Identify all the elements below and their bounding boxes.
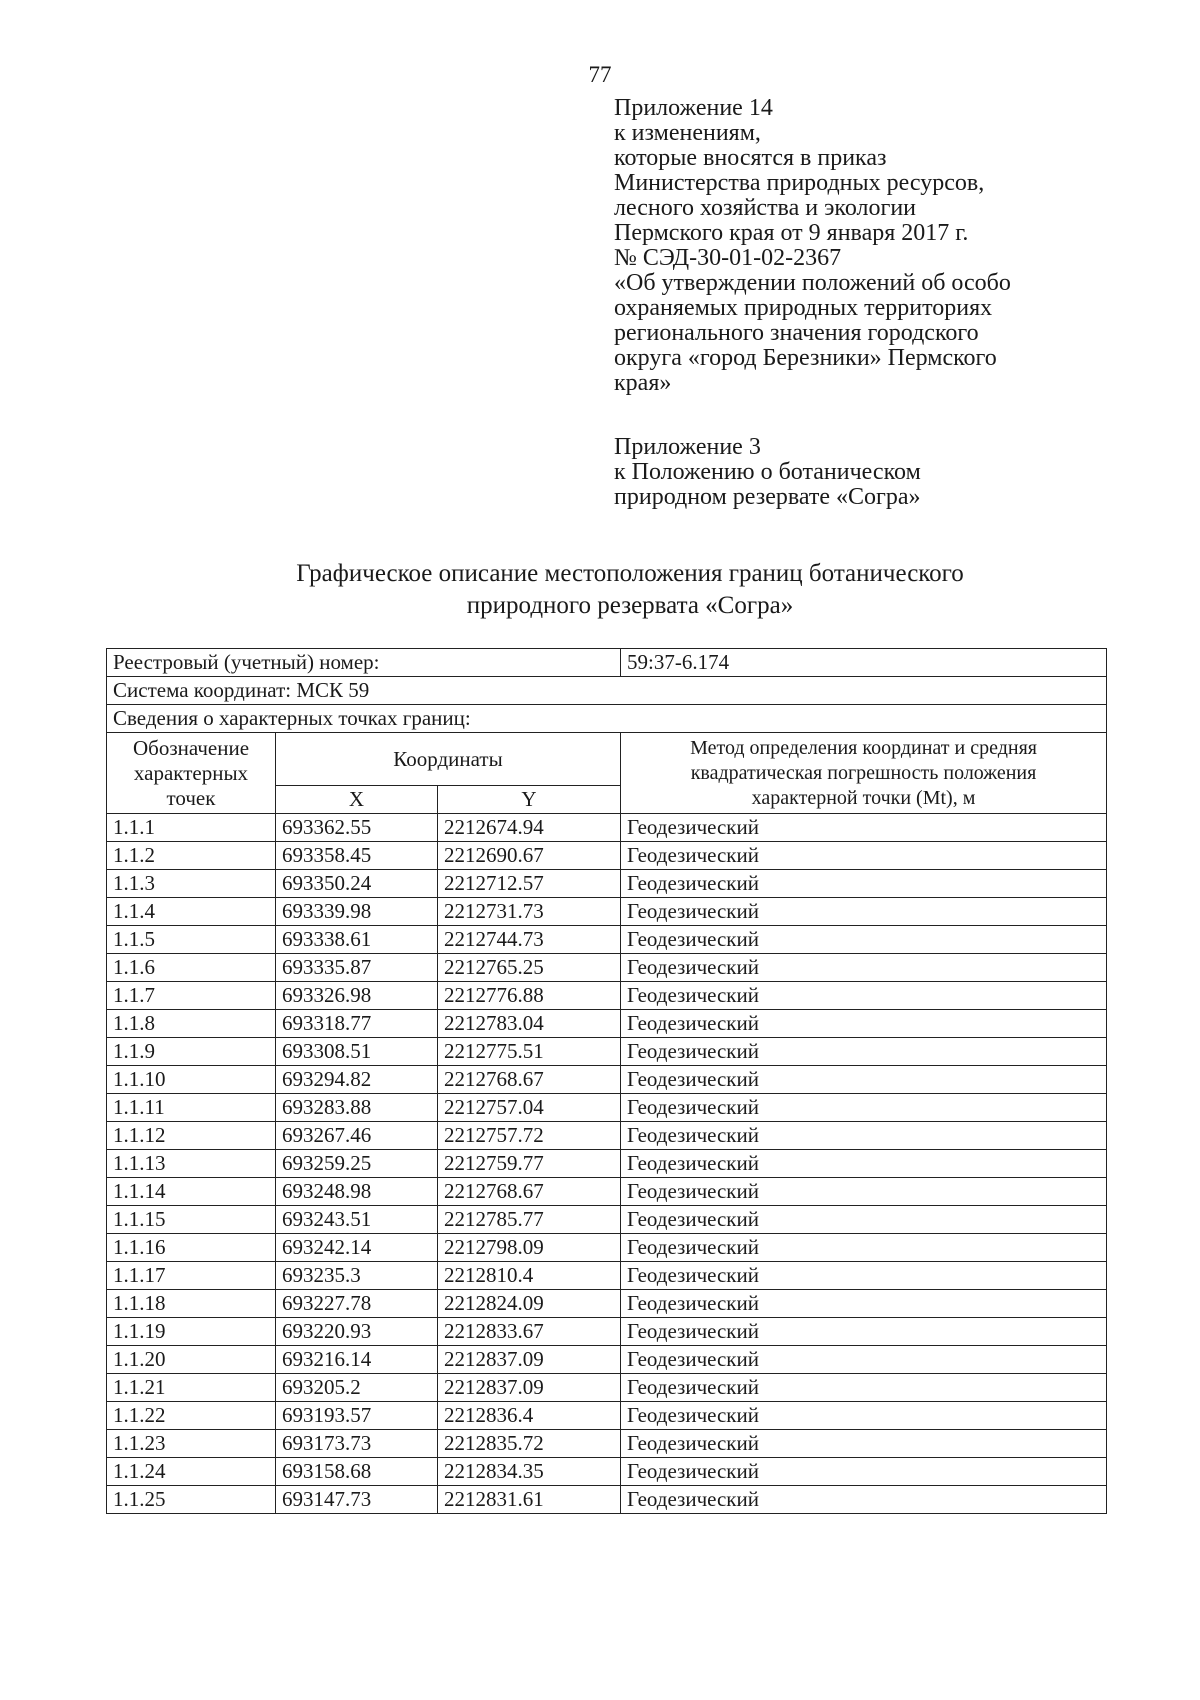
column-header-coordinates: Координаты (276, 733, 621, 786)
annex-line: «Об утверждении положений об особо (614, 270, 1011, 296)
y-cell: 2212759.77 (438, 1150, 621, 1178)
method-cell: Геодезический (621, 954, 1107, 982)
y-cell: 2212798.09 (438, 1234, 621, 1262)
method-cell: Геодезический (621, 1402, 1107, 1430)
x-cell: 693193.57 (276, 1402, 438, 1430)
annex-line: к Положению о ботаническом (614, 459, 921, 485)
point-cell: 1.1.16 (107, 1234, 276, 1262)
y-cell: 2212775.51 (438, 1038, 621, 1066)
y-cell: 2212731.73 (438, 898, 621, 926)
annex-14-heading (614, 96, 1134, 396)
y-cell: 2212768.67 (438, 1066, 621, 1094)
y-cell: 2212712.57 (438, 870, 621, 898)
table-row (107, 1122, 1107, 1150)
x-cell: 693205.2 (276, 1374, 438, 1402)
annex-3-heading (614, 435, 1134, 510)
point-cell: 1.1.2 (107, 842, 276, 870)
table-row (107, 1402, 1107, 1430)
point-cell: 1.1.25 (107, 1486, 276, 1514)
annex-line: природном резервате «Согра» (614, 484, 921, 510)
table-row (107, 982, 1107, 1010)
x-cell: 693220.93 (276, 1318, 438, 1346)
y-cell: 2212810.4 (438, 1262, 621, 1290)
annex-line: которые вносятся в приказ (614, 145, 887, 171)
column-header-y: Y (438, 786, 621, 814)
annex-line: к изменениям, (614, 120, 761, 146)
annex-line: округа «город Березники» Пермского (614, 345, 997, 371)
y-cell: 2212824.09 (438, 1290, 621, 1318)
registry-row (107, 649, 1107, 677)
header-line: характерной точки (Mt), м (751, 786, 976, 809)
x-cell: 693350.24 (276, 870, 438, 898)
method-cell: Геодезический (621, 1010, 1107, 1038)
method-cell: Геодезический (621, 926, 1107, 954)
table-row (107, 1178, 1107, 1206)
table-row (107, 1094, 1107, 1122)
table-row (107, 870, 1107, 898)
table-row (107, 814, 1107, 842)
y-cell: 2212837.09 (438, 1346, 621, 1374)
point-cell: 1.1.9 (107, 1038, 276, 1066)
point-cell: 1.1.6 (107, 954, 276, 982)
point-cell: 1.1.11 (107, 1094, 276, 1122)
method-cell: Геодезический (621, 898, 1107, 926)
point-cell: 1.1.15 (107, 1206, 276, 1234)
y-cell: 2212785.77 (438, 1206, 621, 1234)
y-cell: 2212837.09 (438, 1374, 621, 1402)
column-header-method (621, 733, 1107, 814)
method-cell: Геодезический (621, 842, 1107, 870)
header-line: Метод определения координат и средняя (690, 736, 1037, 759)
y-cell: 2212744.73 (438, 926, 621, 954)
coord-system-row (107, 677, 1107, 705)
title-line: природного резервата «Согра» (466, 592, 794, 619)
table-row (107, 1486, 1107, 1514)
table-row (107, 1346, 1107, 1374)
annex-line: Пермского края от 9 января 2017 г. (614, 220, 969, 246)
point-cell: 1.1.4 (107, 898, 276, 926)
point-cell: 1.1.3 (107, 870, 276, 898)
table-row (107, 954, 1107, 982)
table-row (107, 842, 1107, 870)
y-cell: 2212834.35 (438, 1458, 621, 1486)
method-cell: Геодезический (621, 1262, 1107, 1290)
point-cell: 1.1.14 (107, 1178, 276, 1206)
x-cell: 693338.61 (276, 926, 438, 954)
x-cell: 693216.14 (276, 1346, 438, 1374)
method-cell: Геодезический (621, 1234, 1107, 1262)
annex-line: Приложение 14 (614, 95, 773, 121)
y-cell: 2212757.04 (438, 1094, 621, 1122)
table-row (107, 1374, 1107, 1402)
point-cell: 1.1.5 (107, 926, 276, 954)
table-row (107, 1430, 1107, 1458)
x-cell: 693235.3 (276, 1262, 438, 1290)
x-cell: 693294.82 (276, 1066, 438, 1094)
annex-line: края» (614, 370, 672, 396)
annex-line: Приложение 3 (614, 434, 761, 460)
x-cell: 693147.73 (276, 1486, 438, 1514)
page-number: 77 (588, 62, 612, 87)
x-cell: 693339.98 (276, 898, 438, 926)
point-cell: 1.1.7 (107, 982, 276, 1010)
point-cell: 1.1.12 (107, 1122, 276, 1150)
point-cell: 1.1.24 (107, 1458, 276, 1486)
annex-line: № СЭД-30-01-02-2367 (614, 245, 842, 271)
y-cell: 2212757.72 (438, 1122, 621, 1150)
table-row (107, 1010, 1107, 1038)
registry-label: Реестровый (учетный) номер: (107, 649, 621, 677)
point-cell: 1.1.23 (107, 1430, 276, 1458)
table-row (107, 898, 1107, 926)
table-row (107, 926, 1107, 954)
point-cell: 1.1.18 (107, 1290, 276, 1318)
x-cell: 693227.78 (276, 1290, 438, 1318)
table-row (107, 1150, 1107, 1178)
method-cell: Геодезический (621, 1318, 1107, 1346)
annex-line: регионального значения городского (614, 320, 979, 346)
points-info: Сведения о характерных точках границ: (107, 705, 1107, 733)
point-cell: 1.1.10 (107, 1066, 276, 1094)
x-cell: 693326.98 (276, 982, 438, 1010)
y-cell: 2212776.88 (438, 982, 621, 1010)
x-cell: 693308.51 (276, 1038, 438, 1066)
x-cell: 693318.77 (276, 1010, 438, 1038)
table-row (107, 1262, 1107, 1290)
annex-line: лесного хозяйства и экологии (614, 195, 917, 221)
x-cell: 693248.98 (276, 1178, 438, 1206)
method-cell: Геодезический (621, 1178, 1107, 1206)
y-cell: 2212835.72 (438, 1430, 621, 1458)
annex-line: Министерства природных ресурсов, (614, 170, 985, 196)
method-cell: Геодезический (621, 1150, 1107, 1178)
table-row (107, 1066, 1107, 1094)
table-row (107, 1038, 1107, 1066)
point-cell: 1.1.17 (107, 1262, 276, 1290)
y-cell: 2212783.04 (438, 1010, 621, 1038)
table-row (107, 1290, 1107, 1318)
point-cell: 1.1.8 (107, 1010, 276, 1038)
method-cell: Геодезический (621, 1346, 1107, 1374)
table-header-row (107, 733, 1107, 786)
point-cell: 1.1.20 (107, 1346, 276, 1374)
column-header-x: X (276, 786, 438, 814)
point-cell: 1.1.22 (107, 1402, 276, 1430)
point-cell: 1.1.19 (107, 1318, 276, 1346)
y-cell: 2212690.67 (438, 842, 621, 870)
header-line: квадратическая погрешность положения (690, 761, 1037, 784)
x-cell: 693358.45 (276, 842, 438, 870)
method-cell: Геодезический (621, 1094, 1107, 1122)
point-cell: 1.1.21 (107, 1374, 276, 1402)
x-cell: 693335.87 (276, 954, 438, 982)
method-cell: Геодезический (621, 814, 1107, 842)
header-line: точек (166, 785, 216, 810)
method-cell: Геодезический (621, 870, 1107, 898)
y-cell: 2212674.94 (438, 814, 621, 842)
x-cell: 693242.14 (276, 1234, 438, 1262)
points-info-row (107, 705, 1107, 733)
registry-value: 59:37-6.174 (621, 649, 1107, 677)
table-row (107, 1234, 1107, 1262)
point-cell: 1.1.13 (107, 1150, 276, 1178)
method-cell: Геодезический (621, 1206, 1107, 1234)
table-row (107, 1318, 1107, 1346)
title-line: Графическое описание местоположения границ ботанического (296, 560, 964, 587)
y-cell: 2212836.4 (438, 1402, 621, 1430)
y-cell: 2212831.61 (438, 1486, 621, 1514)
coord-system: Система координат: МСК 59 (107, 677, 1107, 705)
x-cell: 693362.55 (276, 814, 438, 842)
x-cell: 693158.68 (276, 1458, 438, 1486)
header-line: Обозначение (132, 735, 250, 760)
x-cell: 693267.46 (276, 1122, 438, 1150)
method-cell: Геодезический (621, 1486, 1107, 1514)
table-row (107, 1458, 1107, 1486)
document-title (160, 558, 1100, 622)
table-row (107, 1206, 1107, 1234)
x-cell: 693173.73 (276, 1430, 438, 1458)
method-cell: Геодезический (621, 982, 1107, 1010)
x-cell: 693283.88 (276, 1094, 438, 1122)
method-cell: Геодезический (621, 1374, 1107, 1402)
x-cell: 693259.25 (276, 1150, 438, 1178)
y-cell: 2212765.25 (438, 954, 621, 982)
x-cell: 693243.51 (276, 1206, 438, 1234)
y-cell: 2212768.67 (438, 1178, 621, 1206)
method-cell: Геодезический (621, 1122, 1107, 1150)
y-cell: 2212833.67 (438, 1318, 621, 1346)
annex-line: охраняемых природных территориях (614, 295, 993, 321)
column-header-designation (107, 733, 276, 814)
method-cell: Геодезический (621, 1066, 1107, 1094)
method-cell: Геодезический (621, 1430, 1107, 1458)
boundary-points-table (106, 648, 1107, 1514)
header-line: характерных (133, 760, 249, 785)
method-cell: Геодезический (621, 1290, 1107, 1318)
method-cell: Геодезический (621, 1458, 1107, 1486)
point-cell: 1.1.1 (107, 814, 276, 842)
method-cell: Геодезический (621, 1038, 1107, 1066)
